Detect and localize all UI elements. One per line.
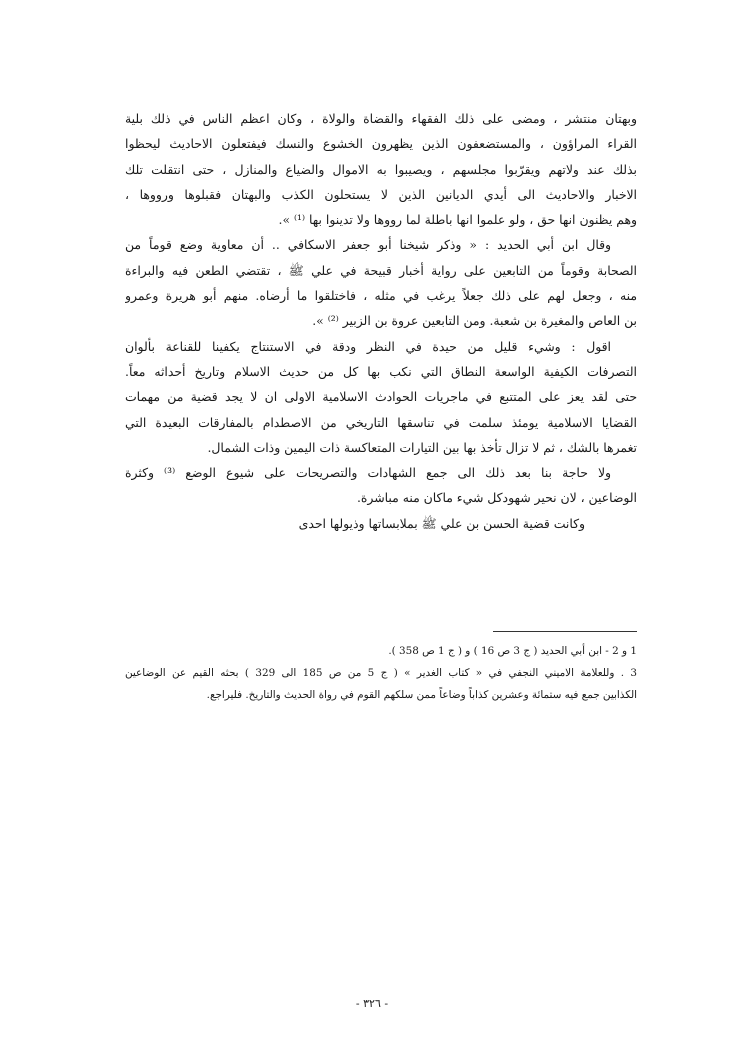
page-number: - ٣٢٦ - [355,997,389,1010]
text-line: وهم يظنون انها حق ، ولو علموا انها باطلة لما رووها ولا تدينوا بها ⁽¹⁾ ». [278,212,637,228]
footnotes [125,640,637,706]
text-line: وبهتان منتشر ، ومضى على ذلك الفقهاء والقضاة والولاة ، وكان اعظم الناس في ذلك بلية [125,111,637,126]
main-text [125,106,637,536]
text-line: القضايا الاسلامية يومئذ سلمت في تناسقها التاريخي من الاصطدام بالمفارقات البعيدة التي [125,414,637,430]
text-line: القراء المراؤون ، والمستضعفون الذين يظهرون الخشوع والنسك فيفتعلون الاحاديث ليحظوا [125,136,637,152]
text-line: الوضاعين ، لان نحير شهودكل شيء ماكان منه مباشرة. [356,490,637,506]
text-line: بذلك عند ولاتهم ويقرّبوا مجلسهم ، ويصيبوا به الاموال والضياع والمنازل ، حتى انتقلت تلك [125,161,637,177]
footnote: 1 و 2 - ابن أبي الحديد ( ج 3 ص 16 ) و ( ج 1 ص 358 ). [388,645,637,657]
footnote: الكذابين جمع فيه ستمائة وعشرين كذاباً وضاعاً ممن سلكهم القوم في رواة الحديث والتاريخ. فليراجع. [206,689,637,701]
text-line: الاخبار والاحاديث الى أيدي الديانين الذين لا يستحلون الكذب والبهتان فقبلوها ورووها ، [125,186,637,202]
text-line: حتى لقد يعز على المتتبع في ماجريات الحوادث الاسلامية الاولى ان لا يجد قضية من مهمات [125,389,637,405]
text-line: منه ، وجعل لهم على ذلك جعلاً يرغب في مثله ، فاختلقوا ما أرضاه. منهم أبو هريرة وعمرو [125,288,637,304]
text-line: وكانت قضية الحسن بن علي ﷺ بملابساتها وذيولها احدى [298,515,585,531]
text-line: وقال ابن أبي الحديد : « وذكر شيخنا أبو جعفر الاسكافي .. أن معاوية وضع قوماً من [125,237,611,253]
footnote-divider [493,631,637,632]
text-line: الصحابة وقوماً من التابعين على رواية أخبار قبيحة في علي ﷺ ، تقتضي الطعن فيه والبراءة [125,262,637,278]
text-line: ولا حاجة بنا بعد ذلك الى جمع الشهادات والتصريحات على شيوع الوضع ⁽³⁾ وكثرة [125,465,612,481]
text-line: اقول : وشيء قليل من حيدة في النظر ودقة في الاستنتاج يكفينا للقناعة بألوان [125,338,611,354]
text-line: بن العاص والمغيرة بن شعبة. ومن التابعين عروة بن الزبير ⁽²⁾ ». [312,313,637,329]
footnote: 3 . وللعلامة الاميني النجفي في « كتاب الغدير » ( ج 5 من ص 185 الى 329 ) بحثه القيم عن الوضاعين [125,667,637,679]
text-line: تغمرها بالشك ، ثم لا تزال تأخذ بها بين التيارات المتعاكسة ذات اليمين وذات الشمال. [207,439,637,455]
text-line: التصرفات الكيفية الواسعة النطاق التي نكب بها كل من حديث الاسلام وتاريخ أحداثه معاً. [125,363,637,379]
